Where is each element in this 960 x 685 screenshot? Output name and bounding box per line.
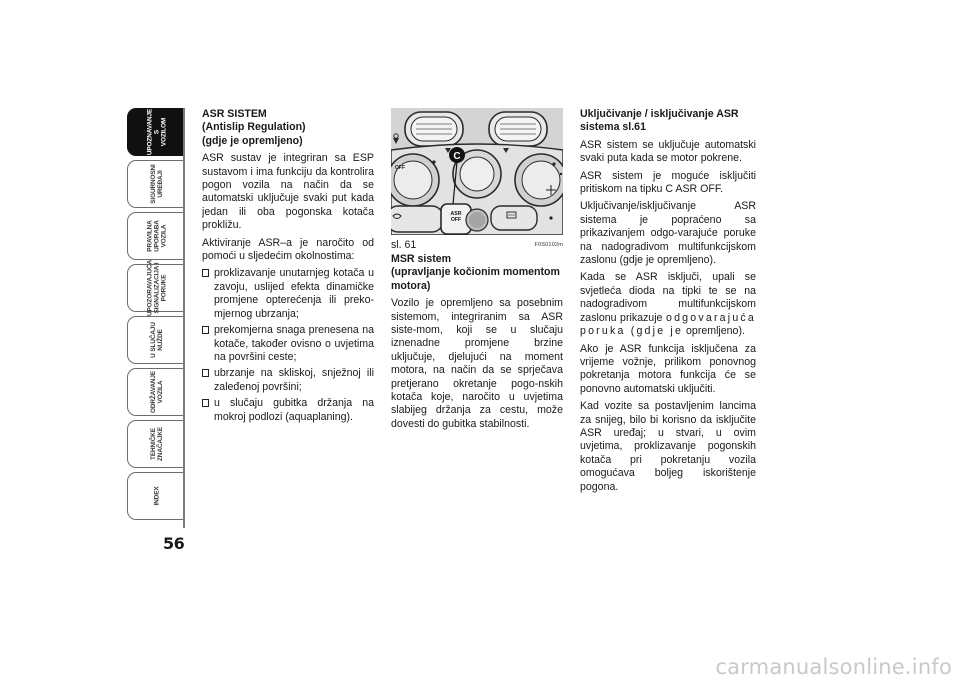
tab-pravilna-uporaba-vozila[interactable] — [127, 212, 185, 260]
tab-u-slucaju-nuzde[interactable] — [127, 316, 185, 364]
list-item-text: prekomjerna snaga prenesena na kotače, također ovisno o uvjetima na površini ceste; — [214, 324, 374, 363]
column-msr-system — [391, 253, 563, 431]
figure-caption: sl. 61 — [391, 239, 417, 251]
page-number: 56 — [163, 534, 185, 553]
checkbox-bullet-icon — [202, 269, 209, 277]
list-item — [202, 397, 374, 424]
dashboard-figure — [391, 108, 563, 235]
watermark-text: carmanualsonline.info — [715, 655, 952, 679]
tab-label: TEHNIČKE ZNAČAJKE — [149, 427, 164, 461]
svg-text:OFF: OFF — [395, 165, 405, 171]
paragraph-text: Kada se ASR isključi, upali se svjetleća dioda na tipki te se na nadogradivom multifunkcijskom zaslonu prikazuje — [580, 271, 756, 324]
tab-upozoravajuca-signalizacija[interactable] — [127, 260, 185, 316]
figure-code: F0S0102m — [534, 242, 563, 248]
figure-caption-row — [391, 239, 563, 251]
section-heading: ASR SISTEM — [202, 108, 267, 120]
list-item-text: ubrzanje na skliskoj, snježnoj ili zaleđenoj površini; — [214, 367, 374, 393]
list-item — [202, 324, 374, 364]
section-heading: sistema sl.61 — [580, 121, 646, 134]
section-subheading: (upravljanje kočionim momentom motora) — [391, 266, 560, 292]
list-item-text: u slučaju gubitka držanja na mokroj podlozi (aquaplaning). — [214, 397, 374, 423]
bullet-list — [202, 267, 374, 423]
checkbox-bullet-icon — [202, 369, 209, 377]
tab-index[interactable] — [127, 472, 185, 520]
list-item — [202, 367, 374, 394]
section-subheading: (gdje je opremljeno) — [202, 134, 303, 147]
tab-label: PRAVILNA UPORABA VOZILA — [146, 220, 167, 252]
svg-text:OFF: OFF — [450, 217, 462, 223]
tab-label: ODRŽAVANJE VOZILA — [149, 370, 164, 414]
column-asr-switching — [580, 108, 756, 494]
tab-odrzavanje-vozila[interactable] — [127, 368, 185, 416]
tab-label: SIGURNOSNI UREĐAJI — [149, 164, 164, 204]
paragraph: Aktiviranje ASR–a je naročito od pomoći u sljedećim okolnostima: — [202, 236, 374, 263]
paragraph: Vozilo je opremljeno sa posebnim sistemom, integriranim sa ASR siste-mom, koji se u slučaju iznenadne promjene brzine uključuje, djelujući na moment motora, na način da se sprječava pretjerano okretanje pogo-nskih kotača koje, naročito u uvjetima slabijeg držanja za cestu, može dovesti do gubitka stabilnosti. — [391, 297, 563, 430]
svg-text:ASR: ASR — [450, 211, 462, 217]
paragraph-text: opremljeno). — [683, 325, 745, 338]
tab-tehnicke-znacajke[interactable] — [127, 420, 185, 468]
list-item-text: proklizavanje unutarnjeg kotača u zavoju, uslijed efekta dinamičke promjene opterećenja ili preko-mjernog ubrzanja; — [214, 267, 374, 320]
paragraph-text-spaced: odgovarajuća poruka (gdje je — [580, 311, 756, 338]
checkbox-bullet-icon — [202, 399, 209, 407]
paragraph: ASR sistem se uključuje automatski svaki puta kada se motor pokrene. — [580, 138, 756, 165]
paragraph: ASR sistem je moguće isključiti pritiskom na tipku C ASR OFF. — [580, 169, 756, 196]
paragraph — [580, 271, 756, 338]
checkbox-bullet-icon — [202, 326, 209, 334]
tab-sigurnosni-uredaji[interactable] — [127, 160, 185, 208]
tab-label: UPOZNAVANJE S VOZILOM — [146, 108, 167, 156]
tab-label: U SLUČAJU NUŽDE — [149, 322, 164, 358]
paragraph: ASR sustav je integriran sa ESP sustavom i ima funkciju da kontrolira pogon vozila na način da se automatski uključuje svaki put kada jedan ili oba pogonska kotača prokližu. — [202, 152, 374, 232]
dashboard-illustration — [391, 108, 563, 235]
tab-divider-line — [183, 108, 185, 528]
list-item — [202, 267, 374, 321]
tab-label: INDEX — [153, 486, 160, 506]
paragraph: Uključivanje/isključivanje ASR sistema je popraćeno sa prikazivanjem odgo-varajuće poruke na nadogradivom multifunkcijskom zaslonu (gdje je opremljeno). — [580, 200, 756, 267]
section-subheading: (Antislip Regulation) — [202, 121, 306, 134]
tab-upoznavanje-s-vozilom[interactable] — [127, 108, 185, 156]
column-asr-system — [202, 108, 374, 427]
section-heading: MSR sistem — [391, 253, 452, 265]
paragraph: Ako je ASR funkcija isključena za vrijeme vožnje, prilikom ponovnog pokretanja motora funkcija će se ponovno automatski uključiti. — [580, 342, 756, 395]
tab-label: UPOZORAVAJUĆA SIGNALIZACIJA I PORUKE — [146, 260, 167, 316]
svg-text:C: C — [453, 151, 461, 162]
section-heading: Uključivanje / isključivanje ASR — [580, 108, 739, 120]
paragraph: Kad vozite sa postavljenim lancima za snijeg, bilo bi korisno da isključite ASR uređaj; u stvari, u ovim uvjetima, proklizavanje pogonskih kotača pri pokretanju vozila omogućava boljeg iskorištenje pogona. — [580, 400, 756, 493]
